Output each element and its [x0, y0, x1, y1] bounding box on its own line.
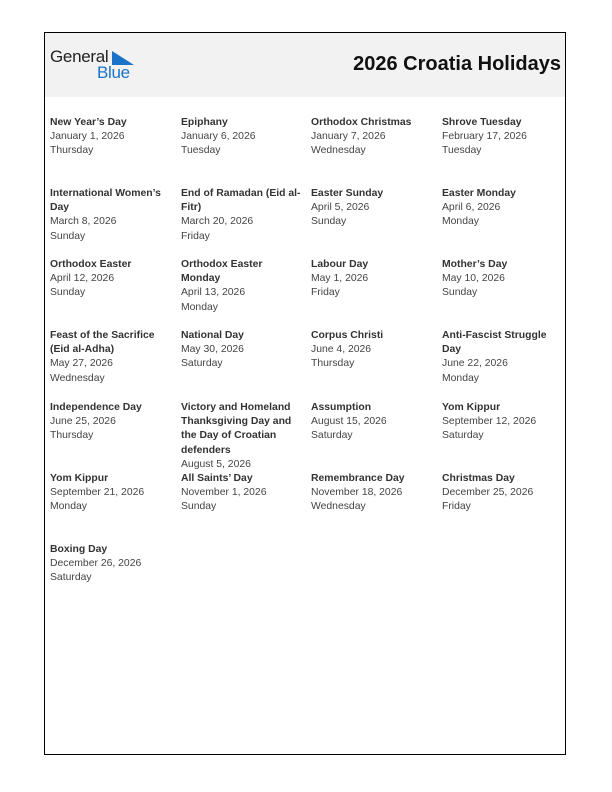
holiday-entry [311, 329, 433, 372]
holiday-name: End of Ramadan (Eid al-Fitr) [181, 188, 301, 214]
holiday-name: Epiphany [181, 117, 228, 128]
holiday-name: Orthodox Easter Monday [181, 259, 263, 285]
holiday-day: Tuesday [442, 145, 482, 157]
holiday-entry [50, 472, 172, 515]
holiday-entry [50, 258, 172, 301]
holiday-entry [311, 116, 433, 159]
holiday-entry [50, 401, 172, 444]
holiday-day: Saturday [442, 430, 484, 442]
holiday-date: May 1, 2026 [311, 273, 369, 285]
holiday-entry [181, 258, 303, 315]
holiday-date: June 22, 2026 [442, 358, 508, 370]
holiday-entry [311, 258, 433, 301]
holiday-day: Saturday [311, 430, 353, 442]
holiday-name: National Day [181, 330, 244, 341]
holiday-entry [181, 401, 303, 472]
holiday-name: Christmas Day [442, 473, 515, 484]
generalblue-logo[interactable] [50, 47, 140, 83]
holiday-day: Wednesday [50, 372, 105, 384]
holiday-entry [181, 116, 303, 159]
holiday-date: April 12, 2026 [50, 273, 115, 285]
holiday-name: Orthodox Christmas [311, 117, 412, 128]
holiday-name: Feast of the Sacrifice (Eid al-Adha) [50, 330, 155, 356]
holiday-entry [442, 116, 564, 159]
holiday-date: November 18, 2026 [311, 487, 403, 499]
holiday-entry [311, 187, 433, 230]
holiday-day: Friday [442, 501, 471, 513]
holiday-name: Assumption [311, 402, 372, 413]
holiday-name: Mother’s Day [442, 259, 508, 270]
holiday-entry [181, 472, 303, 515]
holiday-date: April 6, 2026 [442, 202, 501, 214]
holiday-name: Yom Kippur [50, 473, 109, 484]
holiday-date: March 8, 2026 [50, 216, 117, 228]
holiday-entry [442, 401, 564, 444]
holiday-name: Remembrance Day [311, 473, 405, 484]
holiday-name: Orthodox Easter [50, 259, 132, 270]
holiday-date: January 1, 2026 [50, 131, 125, 143]
holiday-entry [442, 258, 564, 301]
holiday-date: August 15, 2026 [311, 416, 387, 428]
holiday-name: Victory and Homeland Thanksgiving Day and the Day of Croatian defenders [181, 402, 292, 456]
holiday-name: Easter Sunday [311, 188, 384, 199]
holiday-date: September 21, 2026 [50, 487, 145, 499]
holiday-name: All Saints’ Day [181, 473, 253, 484]
holiday-date: December 26, 2026 [50, 558, 142, 570]
holiday-entry [50, 543, 172, 586]
holiday-day: Sunday [181, 501, 217, 513]
holiday-entry [311, 472, 433, 515]
holiday-name: Boxing Day [50, 544, 108, 555]
holiday-day: Friday [181, 230, 210, 242]
holiday-date: March 20, 2026 [181, 216, 254, 228]
holiday-entry [442, 329, 566, 386]
holiday-name: Easter Monday [442, 188, 516, 199]
holiday-date: August 5, 2026 [181, 458, 251, 470]
holiday-day: Sunday [442, 287, 478, 299]
holiday-date: June 4, 2026 [311, 344, 372, 356]
holiday-date: December 25, 2026 [442, 487, 534, 499]
holiday-day: Saturday [181, 358, 223, 370]
holiday-day: Monday [442, 216, 479, 228]
holiday-day: Monday [181, 301, 218, 313]
holiday-date: May 10, 2026 [442, 273, 505, 285]
holiday-entry [181, 329, 303, 372]
holiday-date: April 5, 2026 [311, 202, 370, 214]
holiday-name: Shrove Tuesday [442, 117, 522, 128]
holiday-entry [311, 401, 433, 444]
holiday-day: Sunday [50, 287, 86, 299]
holiday-entry [442, 472, 564, 515]
holiday-day: Monday [442, 372, 479, 384]
holiday-day: Sunday [311, 216, 347, 228]
holiday-day: Wednesday [311, 501, 366, 513]
holiday-date: September 12, 2026 [442, 416, 537, 428]
holiday-entry [181, 187, 303, 244]
holiday-name: Anti-Fascist Struggle Day [442, 330, 547, 356]
logo-word-general: General [50, 47, 109, 66]
holiday-entry [50, 116, 172, 159]
holiday-day: Saturday [50, 572, 92, 584]
holiday-day: Friday [311, 287, 340, 299]
holiday-date: January 7, 2026 [311, 131, 386, 143]
logo-word-blue: Blue [97, 63, 130, 82]
holiday-date: April 13, 2026 [181, 287, 246, 299]
holiday-day: Thursday [50, 430, 94, 442]
holiday-day: Sunday [50, 230, 86, 242]
holiday-name: Yom Kippur [442, 402, 501, 413]
holiday-date: February 17, 2026 [442, 131, 527, 143]
holiday-date: November 1, 2026 [181, 487, 267, 499]
holiday-date: May 30, 2026 [181, 344, 244, 356]
holiday-entry [50, 329, 172, 386]
calendar-page [44, 32, 566, 755]
holiday-day: Thursday [311, 358, 355, 370]
holiday-entry [50, 187, 172, 244]
holiday-day: Thursday [50, 145, 94, 157]
holiday-day: Monday [50, 501, 87, 513]
holiday-name: Labour Day [311, 259, 369, 270]
page-header [45, 33, 565, 97]
page-title: 2026 Croatia Holidays [353, 53, 561, 75]
holiday-name: International Women’s Day [50, 188, 161, 214]
holiday-name: Corpus Christi [311, 330, 384, 341]
holiday-date: May 27, 2026 [50, 358, 113, 370]
holiday-name: Independence Day [50, 402, 142, 413]
holiday-day: Tuesday [181, 145, 221, 157]
holiday-date: January 6, 2026 [181, 131, 256, 143]
holiday-name: New Year’s Day [50, 117, 127, 128]
holiday-entry [442, 187, 564, 230]
holiday-date: June 25, 2026 [50, 416, 116, 428]
holiday-day: Wednesday [311, 145, 366, 157]
